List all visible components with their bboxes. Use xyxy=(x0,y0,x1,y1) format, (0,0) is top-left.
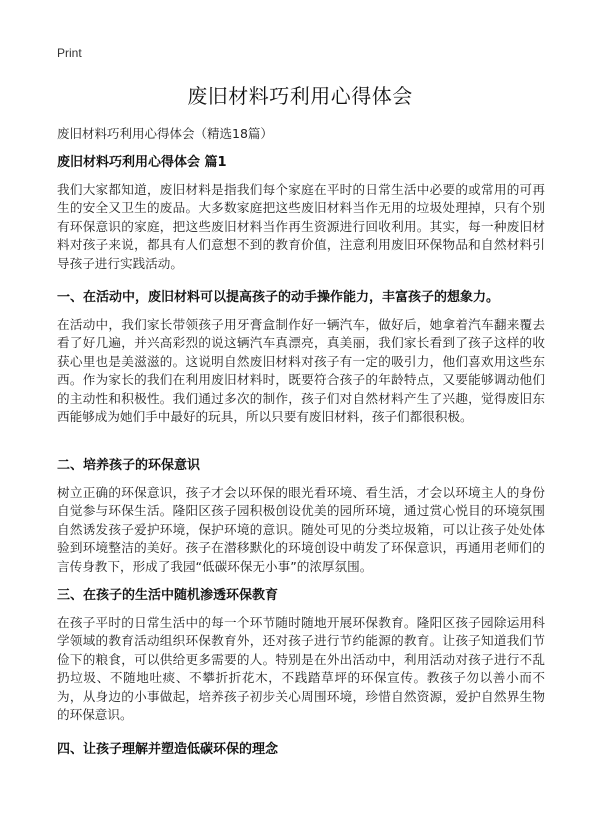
section-paragraph-1: 在活动中，我们家长带领孩子用牙膏盒制作好一辆汽车，做好后，她拿着汽车翻来覆去看了好几遍，并兴高彩烈的说这辆汽车真漂亮，真美丽，我们家长看到了孩子这样的收获心里也是美滋滋的。这说明自然废旧材料对孩子有一定的吸引力，他们喜欢用这些东西。作为家长的我们在利用废旧材料时，既要符合孩子的年龄特点，又要能够调动他们的主动性和积极性。我们通过多次的制作，孩子们对自然材料产生了兴趣，觉得废旧东西能够成为她们手中最好的玩具，所以只要有废旧材料，孩子们都很积极。 xyxy=(57,317,545,425)
section-paragraph-3: 在孩子平时的日常生活中的每一个环节随时随地开展环保教育。隆阳区孩子园除运用科学领域的教育活动组织环保教育外，还对孩子进行节约能源的教育。让孩子知道我们节俭下的粮食，可以供给更多需要的人。特别是在外出活动中，利用活动对孩子进行不乱扔垃圾、不随地吐痰、不攀折折花木，不践踏草坪的环保宣传。教孩子勿以善小而不为，从身边的小事做起，培养孩子初步关心周围环境，珍惜自然资源，爱护自然界生物的环保意识。 xyxy=(57,615,545,723)
section-heading-4: 四、让孩子理解并塑造低碳环保的理念 xyxy=(57,742,279,757)
part-heading: 废旧材料巧利用心得体会 篇1 xyxy=(57,155,227,170)
section-heading-2: 二、培养孩子的环保意识 xyxy=(57,458,201,473)
document-subtitle: 废旧材料巧利用心得体会（精选18篇） xyxy=(57,126,273,141)
page-title: 废旧材料巧利用心得体会 xyxy=(187,84,413,108)
section-heading-3: 三、在孩子的生活中随机渗透环保教育 xyxy=(57,588,279,603)
section-heading-1: 一、在活动中，废旧材料可以提高孩子的动手操作能力，丰富孩子的想象力。 xyxy=(57,290,500,305)
print-link[interactable]: Print xyxy=(57,46,82,60)
section-paragraph-2: 树立正确的环保意识，孩子才会以环保的眼光看环境、看生活，才会以环境主人的身份自觉参与环保生活。隆阳区孩子园积极创设优美的园所环境，通过赏心悦目的环境氛围自然诱发孩子爱护环境，保护环境的意识。随处可见的分类垃圾箱，可以让孩子处处体验到环境整洁的美好。孩子在潜移默化的环境创设中萌发了环保意识，再通用老师们的言传身教下，形成了我园“低碳环保无小事”的浓厚氛围。 xyxy=(57,485,545,574)
intro-paragraph: 我们大家都知道，废旧材料是指我们每个家庭在平时的日常生活中必要的或常用的可再生的安全又卫生的废品。大多数家庭把这些废旧材料当作无用的垃圾处理掉，只有个别有环保意识的家庭，把这些废旧材料当作再生资源进行回收利用。其实，每一种废旧材料对孩子来说，都具有人们意想不到的教育价值，注意利用废旧环保物品和自然材料引导孩子进行实践活动。 xyxy=(57,182,545,271)
